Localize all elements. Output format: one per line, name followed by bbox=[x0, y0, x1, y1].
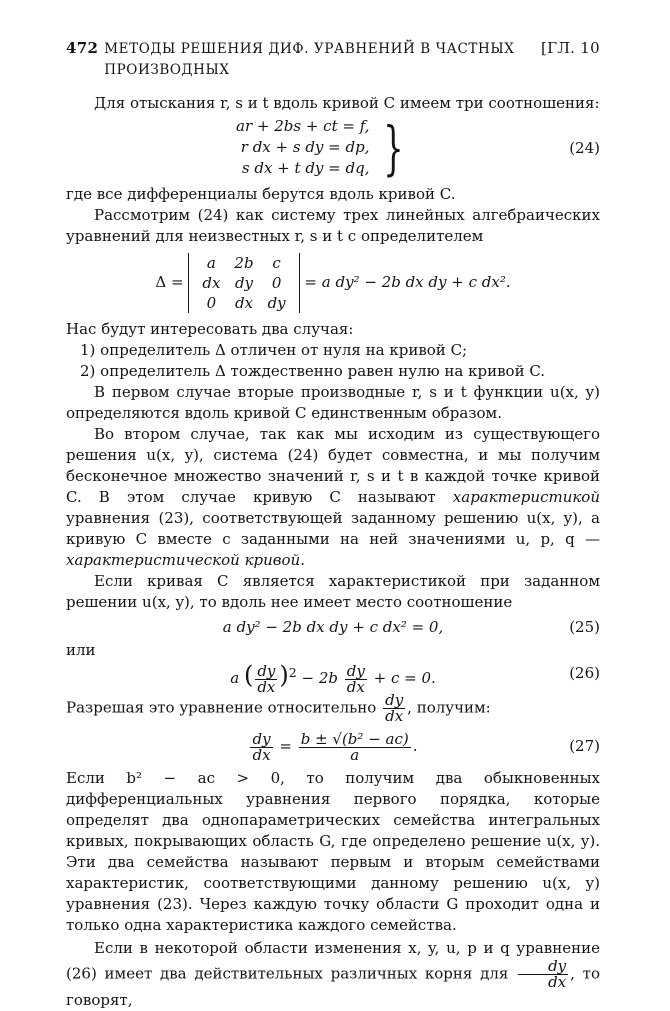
equation-number-24: (24) bbox=[569, 139, 600, 157]
case-2: 2) определитель Δ тождественно равен нулю на кривой C. bbox=[80, 362, 546, 380]
equation-number-26: (26) bbox=[569, 664, 600, 682]
det-cell: c bbox=[272, 254, 281, 272]
word-or: или bbox=[66, 641, 96, 659]
running-header bbox=[66, 38, 600, 81]
eq26-middle: − 2b bbox=[301, 669, 338, 687]
paragraph-consider: Рассмотрим (24) как систему трех линейных алгебраических уравнений для неизвестных r, s и t с определителем bbox=[66, 206, 600, 245]
determinant-lhs: Δ = bbox=[155, 273, 184, 291]
equation-system-24 bbox=[66, 113, 600, 182]
eq27-period: . bbox=[412, 737, 418, 755]
right-brace: } bbox=[383, 113, 405, 182]
det-cell: a bbox=[206, 254, 216, 272]
equals-sign: = bbox=[279, 737, 292, 755]
system-line-3: s dx + t dy = dq, bbox=[241, 159, 370, 177]
fraction-dy-dx: $\frac{dy}{dx}$ bbox=[518, 959, 568, 990]
paragraph-if-characteristic: Если кривая C является характеристикой при заданном решении u(x, y), то вдоль нее имеет место соотношение bbox=[66, 572, 600, 611]
eq26-coef-a: a bbox=[230, 669, 240, 687]
real-roots-text: Если в некоторой области изменения x, y, u, p и q уравнение (26) имеет два действительных различных корня для bbox=[66, 939, 600, 983]
solving-text: Разрешая это уравнение относительно bbox=[66, 698, 377, 717]
paragraph-first-case: В первом случае вторые производные r, s и t функции u(x, y) определяются вдоль кривой C единственным образом. bbox=[66, 383, 600, 422]
paragraph-real-roots bbox=[66, 938, 600, 1011]
solving-text-end: , получим: bbox=[407, 698, 491, 717]
determinant-matrix bbox=[188, 253, 299, 313]
eq26-tail: + c = 0. bbox=[373, 669, 436, 687]
paragraph-solving bbox=[66, 693, 600, 724]
system-line-1: ar + 2bs + ct = f, bbox=[236, 117, 370, 135]
fraction-dy-dx: $\frac{dy}{dx}$ bbox=[257, 661, 276, 696]
det-cell: dy bbox=[267, 294, 286, 312]
det-cell: 0 bbox=[206, 294, 217, 312]
equation-27 bbox=[66, 726, 600, 766]
equation-26: a ( $\frac{dy}{dx}$ )$^2$ − 2b $\frac{dy}{dx}$ + c = 0. (26) bbox=[66, 655, 600, 691]
system-line-2: r dx + s dy = dp, bbox=[240, 138, 370, 156]
equation-number-27: (27) bbox=[569, 737, 600, 755]
second-case-text-e: . bbox=[300, 551, 306, 569]
second-case-text-c: уравнения (23), соответствующей заданному решению u(x, y), а кривую C вместе с заданными на ней значениями u, p, q — bbox=[66, 509, 600, 548]
paragraph-second-case bbox=[66, 424, 600, 571]
cases-list bbox=[66, 340, 600, 382]
equation-25 bbox=[66, 617, 600, 638]
det-cell: dx bbox=[234, 294, 254, 312]
fraction-dy-dx: $\frac{dy}{dx}$ bbox=[346, 661, 365, 696]
fraction-roots: $\frac{\text{b ± √(b² − ac)}}{a}$ bbox=[300, 729, 409, 764]
book-page bbox=[66, 38, 600, 1011]
paragraph-hyperbolic: Если b² − ac > 0, то получим два обыкновенных дифференциальных уравнения первого порядка, которые определят два однопараметрических семейства интегральных кривых, покрывающих область G, где определено решение u(x, y). Эти два семейства называют первым и вторым семействами характеристик, соответствующими данному решению u(x, y) уравнения (23). Через каждую точку области G проходит одна и только одна характеристика каждого семейства. bbox=[66, 769, 600, 934]
page-number: 472 bbox=[66, 39, 99, 57]
determinant-rhs: = a dy² − 2b dx dy + c dx². bbox=[304, 273, 511, 291]
fraction-dy-dx: $\frac{dy}{dx}$ bbox=[252, 729, 271, 764]
det-cell: 2b bbox=[234, 254, 254, 272]
det-cell: 0 bbox=[271, 274, 282, 292]
second-case-text-a: Во втором случае, так как мы исходим из существующего решения u(x, y), система (24) будет совместна, и мы получим бесконечное множество значений r, s и t в каждой точке кривой C. В этом случае кривую C называют bbox=[66, 425, 600, 506]
term-characteristic-curve: характеристической кривой bbox=[66, 551, 301, 569]
paragraph-two-cases: Нас будут интересовать два случая: bbox=[66, 320, 354, 338]
paragraph-differentials: где все дифференциалы берутся вдоль кривой C. bbox=[66, 185, 456, 203]
real-roots-text-end: , то говорят, bbox=[66, 964, 600, 1009]
equation-number-25: (25) bbox=[569, 618, 600, 636]
det-cell: dx bbox=[202, 274, 221, 292]
det-cell: dy bbox=[234, 274, 254, 292]
running-title: МЕТОДЫ РЕШЕНИЯ ДИФ. УРАВНЕНИЙ В ЧАСТНЫХ ПРОИЗВОДНЫХ bbox=[104, 41, 515, 78]
case-1: 1) определитель Δ отличен от нуля на кривой C; bbox=[80, 341, 468, 359]
term-characteristic: характеристикой bbox=[452, 488, 600, 506]
fraction-dy-dx: $\frac{dy}{dx}$ bbox=[385, 691, 404, 725]
chapter-label: [ГЛ. 10 bbox=[540, 39, 600, 57]
paragraph-intro: Для отыскания r, s и t вдоль кривой C имеем три соотношения: bbox=[94, 94, 600, 112]
determinant-equation bbox=[66, 253, 600, 313]
equation-25-body: a dy² − 2b dx dy + c dx² = 0, bbox=[222, 618, 444, 636]
